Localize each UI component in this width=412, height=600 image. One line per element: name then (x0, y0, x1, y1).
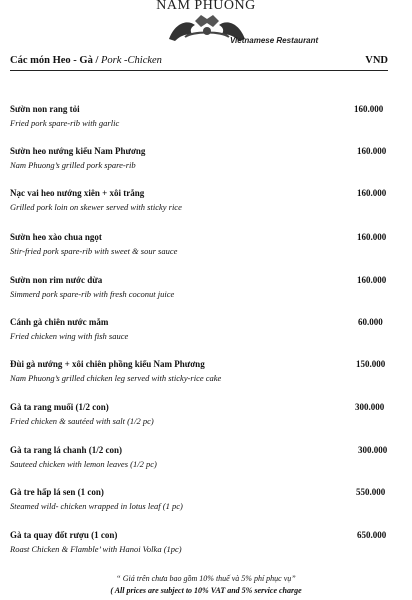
menu-item (10, 188, 390, 218)
dish-name-vi: Sườn non rim nước dừa (10, 275, 103, 285)
menu-item (10, 146, 390, 176)
dish-name-vi: Gà tre hấp lá sen (1 con) (10, 487, 104, 497)
menu-item (10, 402, 390, 432)
tax-note-en: ( All prices are subject to 10% VAT and 5% service charge (110, 586, 302, 595)
section-title-en: Pork -Chicken (98, 55, 162, 66)
menu-item (10, 104, 390, 134)
dish-name-en: Sauteed chicken with lemon leaves (1/2 pc) (10, 459, 157, 469)
header-divider (10, 70, 388, 71)
menu-item (10, 232, 390, 262)
dish-name-vi: Sườn non rang tỏi (10, 104, 80, 114)
dish-name-vi: Sườn heo nướng kiểu Nam Phương (10, 146, 146, 156)
dish-price: 160.000 (357, 146, 387, 156)
brand-tagline: Vietnamese Restaurant (230, 36, 319, 45)
dish-name-vi: Gà ta rang muối (1/2 con) (10, 402, 109, 412)
dish-name-vi: Gà ta quay đốt rượu (1 con) (10, 530, 118, 540)
dish-name-en: Simmerd pork spare-rib with fresh coconut juice (10, 289, 175, 299)
dish-price: 160.000 (357, 188, 387, 198)
dish-price: 160.000 (357, 232, 387, 242)
dish-name-en: Stir-fried pork spare-rib with sweet & sour sauce (10, 246, 178, 256)
brand-name: NAM PHUONG (156, 0, 256, 13)
dish-price: 150.000 (356, 359, 386, 369)
section-title-vi: Các món Heo - Gà / (10, 55, 99, 66)
menu-item (10, 317, 390, 347)
dish-price: 160.000 (357, 275, 387, 285)
dish-price: 300.000 (358, 445, 388, 455)
dish-name-en: Roast Chicken & Flamble’ with Hanoi Volka (1pc) (10, 544, 182, 554)
section-header (10, 55, 388, 69)
dish-price: 160.000 (354, 104, 384, 114)
dish-name-en: Nam Phuong’s grilled pork spare-rib (10, 160, 136, 170)
dish-price: 550.000 (356, 487, 386, 497)
menu-item (10, 359, 390, 389)
dish-price: 60.000 (358, 317, 383, 327)
tax-note-vi: “ Giá trên chưa bao gồm 10% thuế và 5% phí phục vụ” (116, 574, 296, 583)
dish-name-en: Fried pork spare-rib with garlic (10, 118, 120, 128)
menu-item (10, 487, 390, 517)
dish-name-vi: Đùi gà nướng + xôi chiên phồng kiểu Nam Phương (10, 359, 205, 369)
dish-name-en: Fried chicken wing with fish sauce (10, 331, 129, 341)
dish-price: 650.000 (357, 530, 387, 540)
restaurant-logo (0, 0, 412, 48)
dish-name-en: Fried chicken & sautéed with salt (1/2 pc) (10, 416, 154, 426)
dish-name-vi: Sườn heo xào chua ngọt (10, 232, 102, 242)
menu-item (10, 445, 390, 475)
dish-name-vi: Gà ta rang lá chanh (1/2 con) (10, 445, 123, 455)
dish-name-vi: Cánh gà chiên nước mắm (10, 317, 109, 327)
dish-name-en: Steamed wild- chicken wrapped in lotus leaf (1 pc) (10, 501, 183, 511)
section-title (10, 55, 162, 66)
dish-name-vi: Nạc vai heo nướng xiên + xôi trắng (10, 188, 145, 198)
dish-price: 300.000 (355, 402, 385, 412)
currency-label: VND (365, 55, 388, 66)
dish-name-en: Grilled pork loin on skewer served with sticky rice (10, 202, 182, 212)
menu-item (10, 530, 390, 560)
dish-name-en: Nam Phuong’s grilled chicken leg served with sticky-rice cake (10, 373, 222, 383)
menu-item (10, 275, 390, 305)
